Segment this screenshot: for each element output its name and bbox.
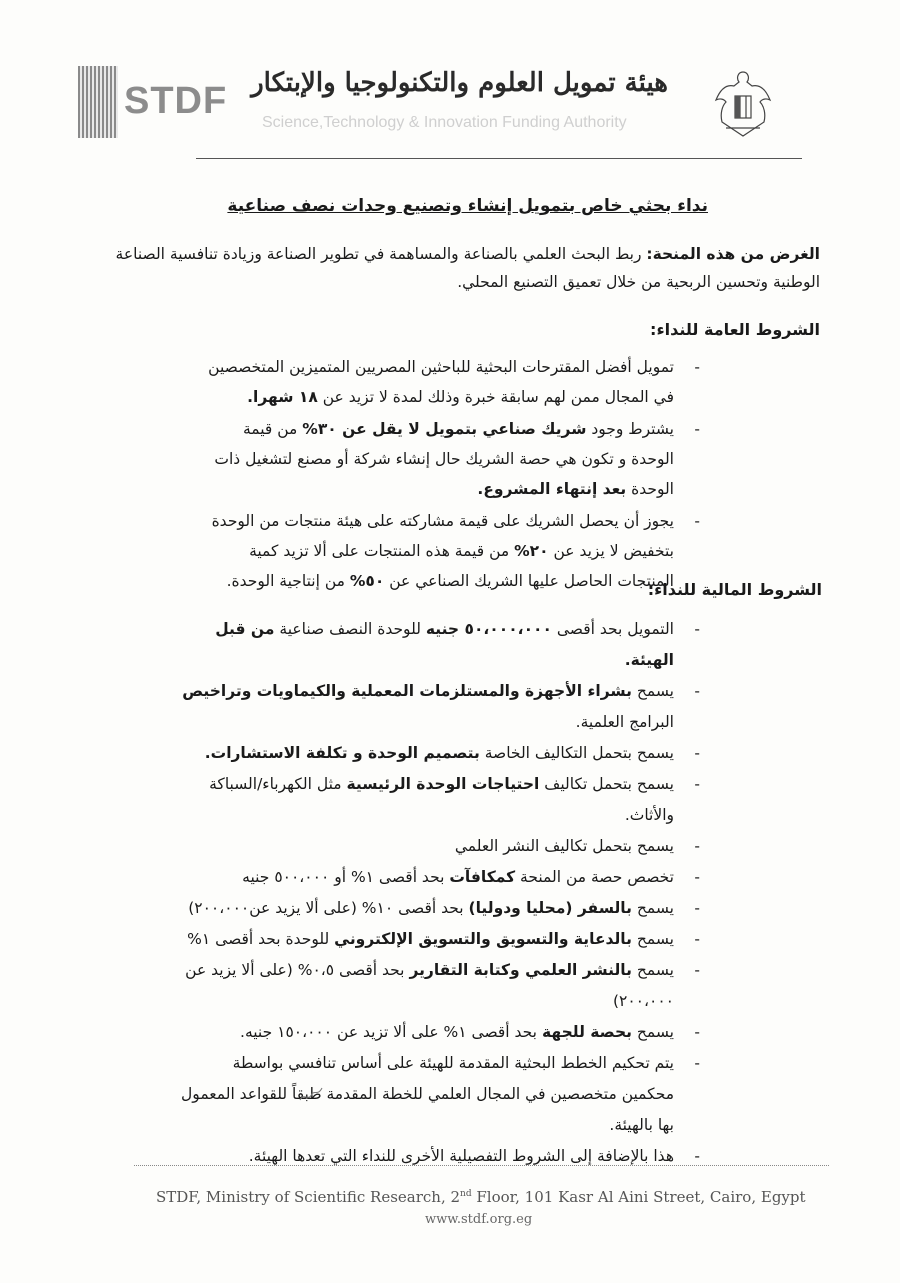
footer-divider [134,1165,829,1166]
list-item: - يشترط وجود شريك صناعي بتمويل لا يقل عن ٣٠% من قيمة الوحدة و تكون هي حصة الشريك حال إنشاء شركة أو مصنع لتشغيل ذات الوحدة بعد إنتهاء المشروع. [214,420,700,498]
list-item: - هذا بالإضافة إلى الشروط التفصيلية الأخرى للنداء التي تعدها الهيئة. [248,1147,700,1165]
list-item: - التمويل بحد أقصى ٥٠،٠٠٠،٠٠٠ جنيه للوحدة النصف صناعية من قبل الهيئة. [215,620,700,669]
list-item: - يسمح بتحمل التكاليف الخاصة بتصميم الوحدة و تكلفة الاستشارات. [204,744,700,762]
list-item: - يسمح بالدعاية والتسويق والتسويق الإلكتروني للوحدة بحد أقصى ١% [187,930,700,948]
list-item: - يجوز أن يحصل الشريك على قيمة مشاركته على هيئة منتجات من الوحدة بتخفيض لا يزيد عن ٢٠% من قيمة هذه المنتجات على ألا تزيد كمية المنتجات الحاصل عليها الشريك الصناعي عن ٥٠% من إنتاجية الوحدة. [211,512,700,590]
footer-website: www.stdf.org.eg [425,1212,533,1227]
purpose-paragraph [80,240,820,296]
list-item: - تخصص حصة من المنحة كمكافآت بحد أقصى ١% أو ٥٠٠،٠٠٠ جنيه [242,868,700,886]
financial-terms-heading: الشروط المالية للنداء: [647,580,822,599]
list-item: - يسمح بحصة للجهة بحد أقصى ١% على ألا تزيد عن ١٥٠،٠٠٠ جنيه. [240,1023,700,1041]
purpose-text: ربط البحث العلمي بالصناعة والمساهمة في تطوير الصناعة وزيادة تنافسية الصناعة الوطنية وتحسين الربحية من خلال تعميق التصنيع المحلي. [115,245,820,291]
list-item: - يسمح بتحمل تكاليف النشر العلمي [454,837,700,855]
organization-name-arabic: هيئة تمويل العلوم والتكنولوجيا والإبتكار [251,68,668,98]
organization-name-english: Science,Technology & Innovation Funding Authority [262,114,627,131]
list-item: - يسمح بشراء الأجهزة والمستلزمات المعملية والكيماويات وتراخيص البرامج العلمية. [182,682,700,731]
list-item: - يسمح بالسفر (محليا ودوليا) بحد أقصى ١٠% (على ألا يزيد عن٢٠٠،٠٠٠) [188,899,700,917]
handwritten-mark-icon [296,1082,326,1106]
list-item: - يسمح بالنشر العلمي وكتابة التقارير بحد أقصى ٠،٥% (على ألا يزيد عن ٢٠٠،٠٠٠) [185,961,700,1010]
footer-address: STDF, Ministry of Scientific Research, 2nd Floor, 101 Kasr Al Aini Street, Cairo, Egypt [156,1188,806,1206]
list-item: - يسمح بتحمل تكاليف احتياجات الوحدة الرئيسية مثل الكهرباء/السباكة والأثاث. [209,775,700,824]
stdf-logo-text: STDF [124,80,228,122]
general-terms-list [200,352,700,598]
stdf-logo-mark-icon [78,66,118,138]
general-terms-heading: الشروط العامة للنداء: [650,320,820,339]
list-item: - تمويل أفضل المقترحات البحثية للباحثين المصريين المتميزين المتخصصين في المجال ممن لهم سابقة خبرة وذلك لمدة لا تزيد عن ١٨ شهرا. [208,358,700,406]
financial-terms-list [180,614,700,1172]
egypt-eagle-emblem-icon [712,66,774,142]
list-item: - يتم تحكيم الخطط البحثية المقدمة للهيئة على أساس تنافسي بواسطة محكمين متخصصين في المجال العلمي للخطة المقدمة طبقاً للقواعد المعمول بها بالهيئة. [181,1054,700,1134]
purpose-label: الغرض من هذه المنحة: [646,245,820,263]
header-divider [196,158,802,159]
document-title: نداء بحثي خاص بتمويل إنشاء وتصنيع وحدات نصف صناعية [227,196,708,216]
stdf-logo [78,66,228,138]
